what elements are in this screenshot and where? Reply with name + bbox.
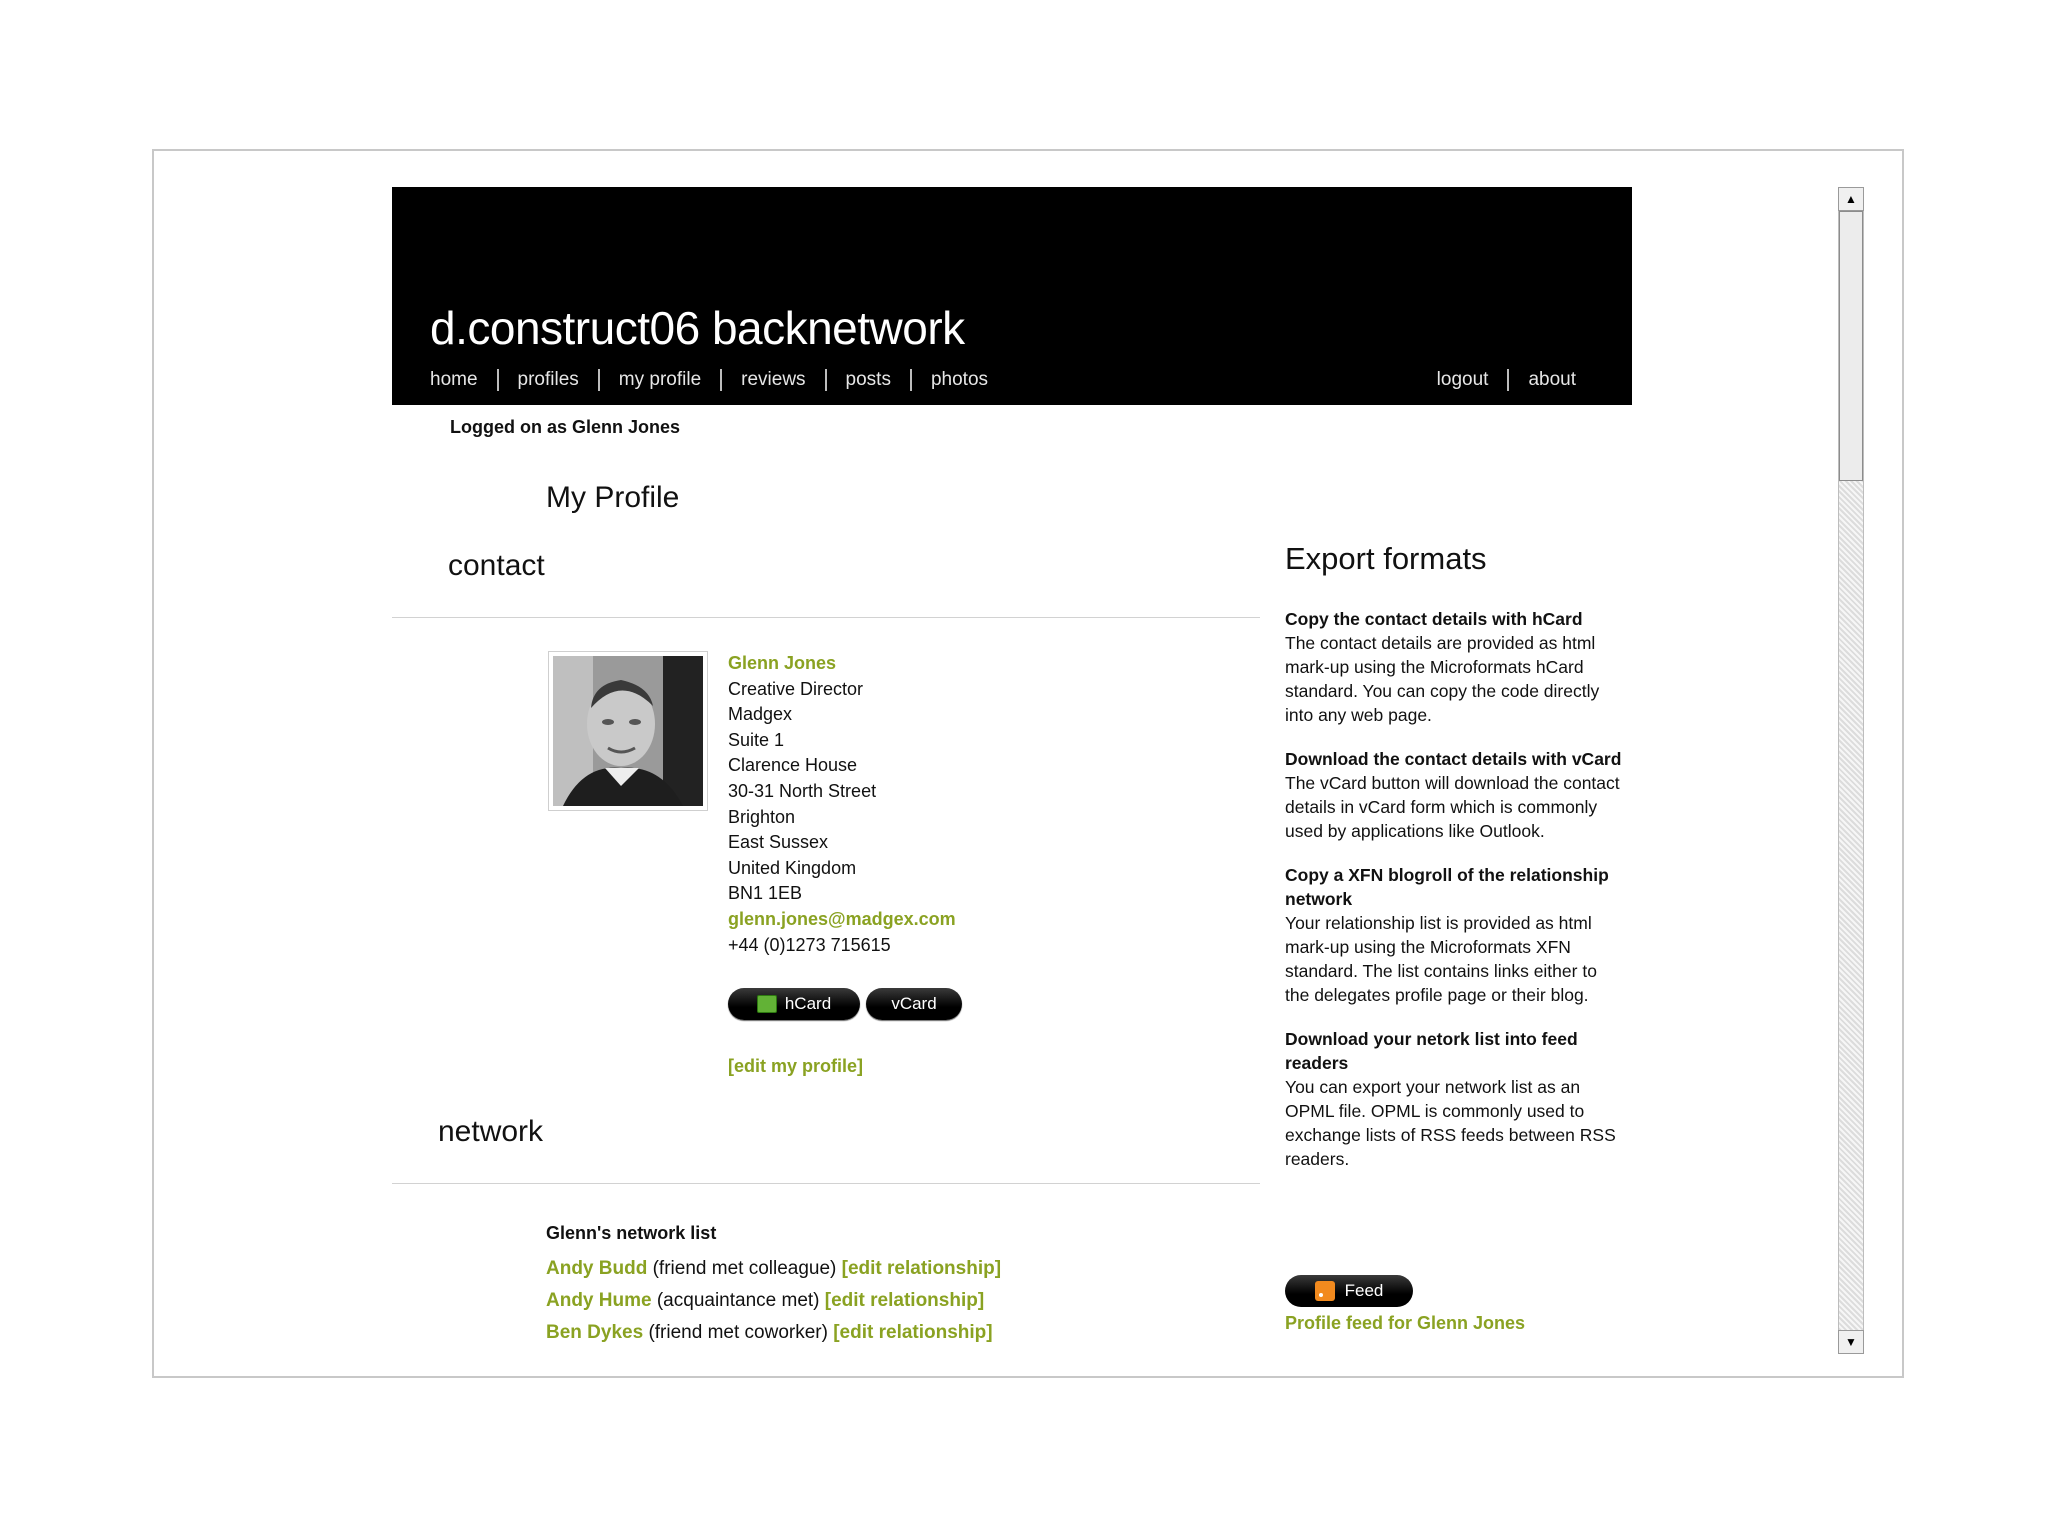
list-item	[546, 1317, 1001, 1349]
contact-heading: contact	[448, 549, 545, 582]
contact-email-link[interactable]: glenn.jones@madgex.com	[728, 908, 956, 929]
site-title: d.construct06 backnetwork	[430, 302, 965, 354]
contact-country: United Kingdom	[728, 857, 857, 878]
nav-separator	[598, 369, 600, 391]
nav-about[interactable]: about	[1528, 369, 1576, 390]
nav-separator	[1507, 369, 1509, 391]
rss-icon	[1315, 1281, 1335, 1301]
scroll-track[interactable]	[1838, 211, 1864, 1330]
export-info-heading: Copy the contact details with hCard	[1285, 609, 1583, 629]
browser-viewport	[152, 149, 1904, 1378]
contact-phone: +44 (0)1273 715615	[728, 934, 891, 955]
scroll-thumb[interactable]	[1839, 211, 1863, 481]
contact-org: Madgex	[728, 704, 793, 725]
nav-my-profile[interactable]: my profile	[618, 369, 702, 390]
avatar-icon	[553, 656, 703, 806]
contact-locality: Brighton	[728, 806, 796, 827]
network-list-title: Glenn's network list	[546, 1223, 717, 1243]
vertical-scrollbar[interactable]	[1838, 187, 1864, 1354]
divider	[392, 617, 1260, 618]
export-formats-panel	[1285, 607, 1623, 1191]
export-info-heading: Copy a XFN blogroll of the relationship network	[1285, 865, 1609, 909]
export-info-text: Your relationship list is provided as html mark-up using the Microformats XFN standard. The list contains links either to the delegates profile page or their blog.	[1285, 913, 1597, 1005]
nav-home[interactable]: home	[430, 369, 478, 390]
site-header	[392, 187, 1632, 405]
edit-relationship-link[interactable]: [edit relationship]	[833, 1322, 993, 1343]
relationship-text: (friend met colleague)	[647, 1258, 842, 1279]
scroll-down-icon[interactable]: ▼	[1838, 1330, 1864, 1354]
export-formats-heading: Export formats	[1285, 541, 1487, 576]
logged-on-status: Logged on as Glenn Jones	[450, 417, 681, 437]
list-item	[546, 1285, 1001, 1317]
nav-separator	[825, 369, 827, 391]
contact-region: East Sussex	[728, 832, 829, 853]
export-info-block	[1285, 747, 1623, 843]
nav-photos[interactable]: photos	[930, 369, 989, 390]
network-member-link[interactable]: Ben Dykes	[546, 1322, 644, 1343]
edit-relationship-link[interactable]: [edit relationship]	[841, 1258, 1002, 1279]
hcard-icon	[757, 995, 777, 1013]
nav-separator	[720, 369, 722, 391]
nav-separator	[497, 369, 499, 391]
nav-posts[interactable]: posts	[845, 369, 891, 390]
edit-profile-link[interactable]: [edit my profile]	[728, 1056, 864, 1076]
scroll-up-icon[interactable]: ▲	[1838, 187, 1864, 211]
nav-profiles[interactable]: profiles	[517, 369, 579, 390]
network-list	[546, 1253, 1001, 1349]
network-heading: network	[438, 1115, 544, 1148]
relationship-text: (acquaintance met)	[651, 1290, 825, 1311]
contact-address-line: Suite 1	[728, 729, 785, 750]
export-buttons	[728, 988, 962, 1020]
relationship-text: (friend met coworker)	[643, 1322, 834, 1343]
contact-street: 30-31 North Street	[728, 780, 877, 801]
export-info-heading: Download the contact details with vCard	[1285, 749, 1622, 769]
network-member-link[interactable]: Andy Budd	[546, 1258, 648, 1279]
export-info-block	[1285, 607, 1623, 727]
network-member-link[interactable]: Andy Hume	[546, 1290, 652, 1311]
page-title: My Profile	[546, 481, 680, 514]
profile-photo	[548, 651, 708, 811]
profile-feed-link[interactable]: Profile feed for Glenn Jones	[1285, 1313, 1526, 1333]
export-info-block	[1285, 1027, 1623, 1171]
list-item	[546, 1253, 1001, 1285]
main-nav	[430, 369, 988, 391]
feed-button-label: Feed	[1344, 1281, 1384, 1300]
export-info-text: You can export your network list as an OPML file. OPML is commonly used to exchange lists of RSS feeds between RSS readers.	[1285, 1077, 1616, 1169]
contact-name-link[interactable]: Glenn Jones	[728, 653, 837, 673]
contact-postcode: BN1 1EB	[728, 883, 803, 904]
vcard-button[interactable]	[866, 988, 962, 1020]
divider	[392, 1183, 1260, 1184]
export-info-heading: Download your netork list into feed readers	[1285, 1029, 1578, 1073]
account-nav	[1437, 369, 1576, 391]
feed-button[interactable]	[1285, 1275, 1413, 1307]
nav-separator	[910, 369, 912, 391]
hcard	[728, 651, 956, 958]
export-info-text: The vCard button will download the contact details in vCard form which is commonly used by applications like Outlook.	[1285, 773, 1620, 841]
edit-relationship-link[interactable]: [edit relationship]	[824, 1290, 985, 1311]
hcard-button-label: hCard	[784, 994, 832, 1013]
export-info-block	[1285, 863, 1623, 1007]
export-info-text: The contact details are provided as html mark-up using the Microformats hCard standard. You can copy the code directly into any web page.	[1285, 633, 1600, 725]
nav-logout[interactable]: logout	[1436, 369, 1489, 390]
contact-title: Creative Director	[728, 678, 864, 699]
vcard-button-label: vCard	[891, 994, 937, 1013]
hcard-button[interactable]	[728, 988, 860, 1020]
nav-reviews[interactable]: reviews	[741, 369, 806, 390]
contact-address-line: Clarence House	[728, 755, 858, 776]
